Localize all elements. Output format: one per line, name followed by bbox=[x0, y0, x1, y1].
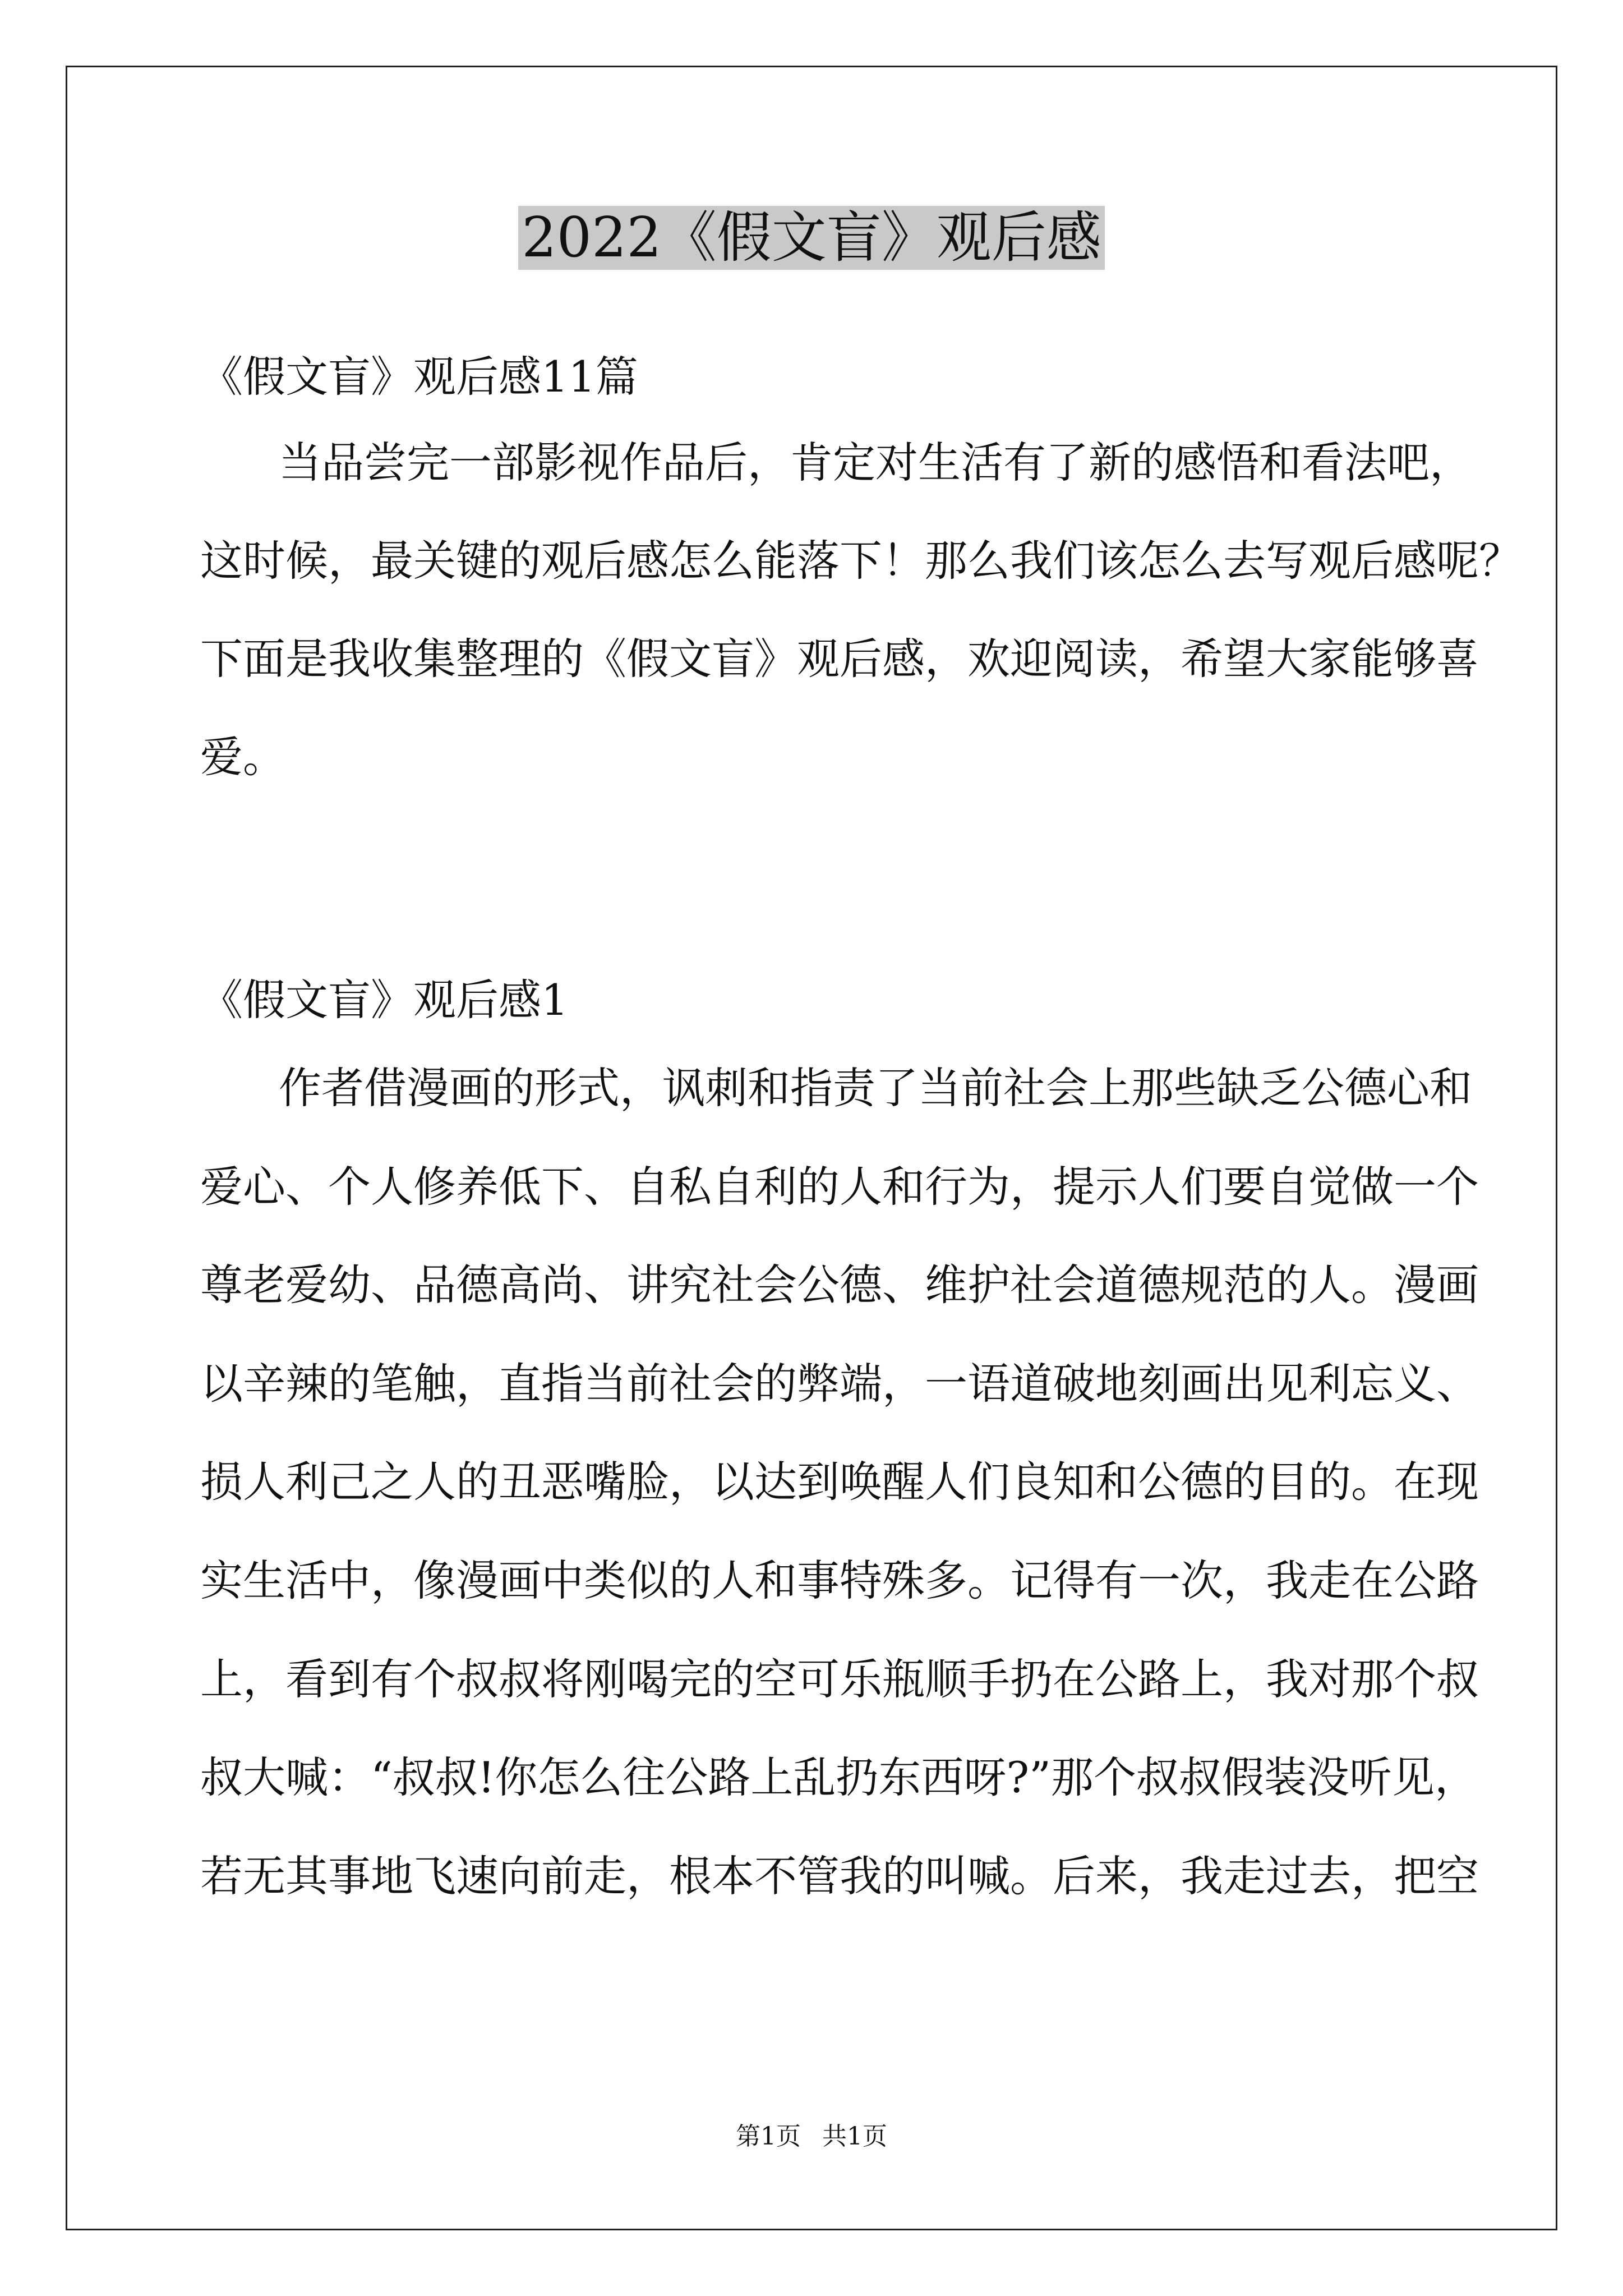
section-heading: 《假文盲》观后感1 bbox=[200, 975, 569, 1025]
body-line: 损人利己之人的丑恶嘴脸，以达到唤醒人们良知和公德的目的。在现 bbox=[200, 1457, 1479, 1507]
body-line: 叔大喊：“叔叔!你怎么往公路上乱扔东西呀?”那个叔叔假装没听见， bbox=[200, 1752, 1477, 1802]
body-line: 爱心、个人修养低下、自私自利的人和行为，提示人们要自觉做一个 bbox=[200, 1162, 1479, 1212]
page-total: 共1页 bbox=[822, 2122, 887, 2151]
intro-line: 这时候，最关键的观后感怎么能落下！那么我们该怎么去写观后感呢？ bbox=[200, 536, 1521, 586]
page-number: 第1页 bbox=[736, 2122, 801, 2151]
body-line: 以辛辣的笔触，直指当前社会的弊端，一语道破地刻画出见利忘义、 bbox=[200, 1359, 1479, 1409]
body-line: 尊老爱幼、品德高尚、讲究社会公德、维护社会道德规范的人。漫画 bbox=[200, 1260, 1479, 1310]
intro-line: 当品尝完一部影视作品后，肯定对生活有了新的感悟和看法吧， bbox=[279, 438, 1472, 487]
intro-line: 爱。 bbox=[200, 732, 285, 782]
document-title bbox=[0, 199, 1623, 277]
page-footer bbox=[0, 2120, 1623, 2154]
document-subtitle: 《假文盲》观后感11篇 bbox=[200, 352, 638, 402]
body-line: 上，看到有个叔叔将刚喝完的空可乐瓶顺手扔在公路上，我对那个叔 bbox=[200, 1654, 1479, 1704]
body-line: 实生活中，像漫画中类似的人和事特殊多。记得有一次，我走在公路 bbox=[200, 1556, 1479, 1605]
document-title-text: 2022《假文盲》观后感 bbox=[518, 206, 1104, 270]
body-line: 作者借漫画的形式，讽刺和指责了当前社会上那些缺乏公德心和 bbox=[279, 1063, 1472, 1113]
body-line: 若无其事地飞速向前走，根本不管我的叫喊。后来，我走过去，把空 bbox=[200, 1851, 1479, 1901]
intro-line: 下面是我收集整理的《假文盲》观后感，欢迎阅读，希望大家能够喜 bbox=[200, 634, 1479, 684]
